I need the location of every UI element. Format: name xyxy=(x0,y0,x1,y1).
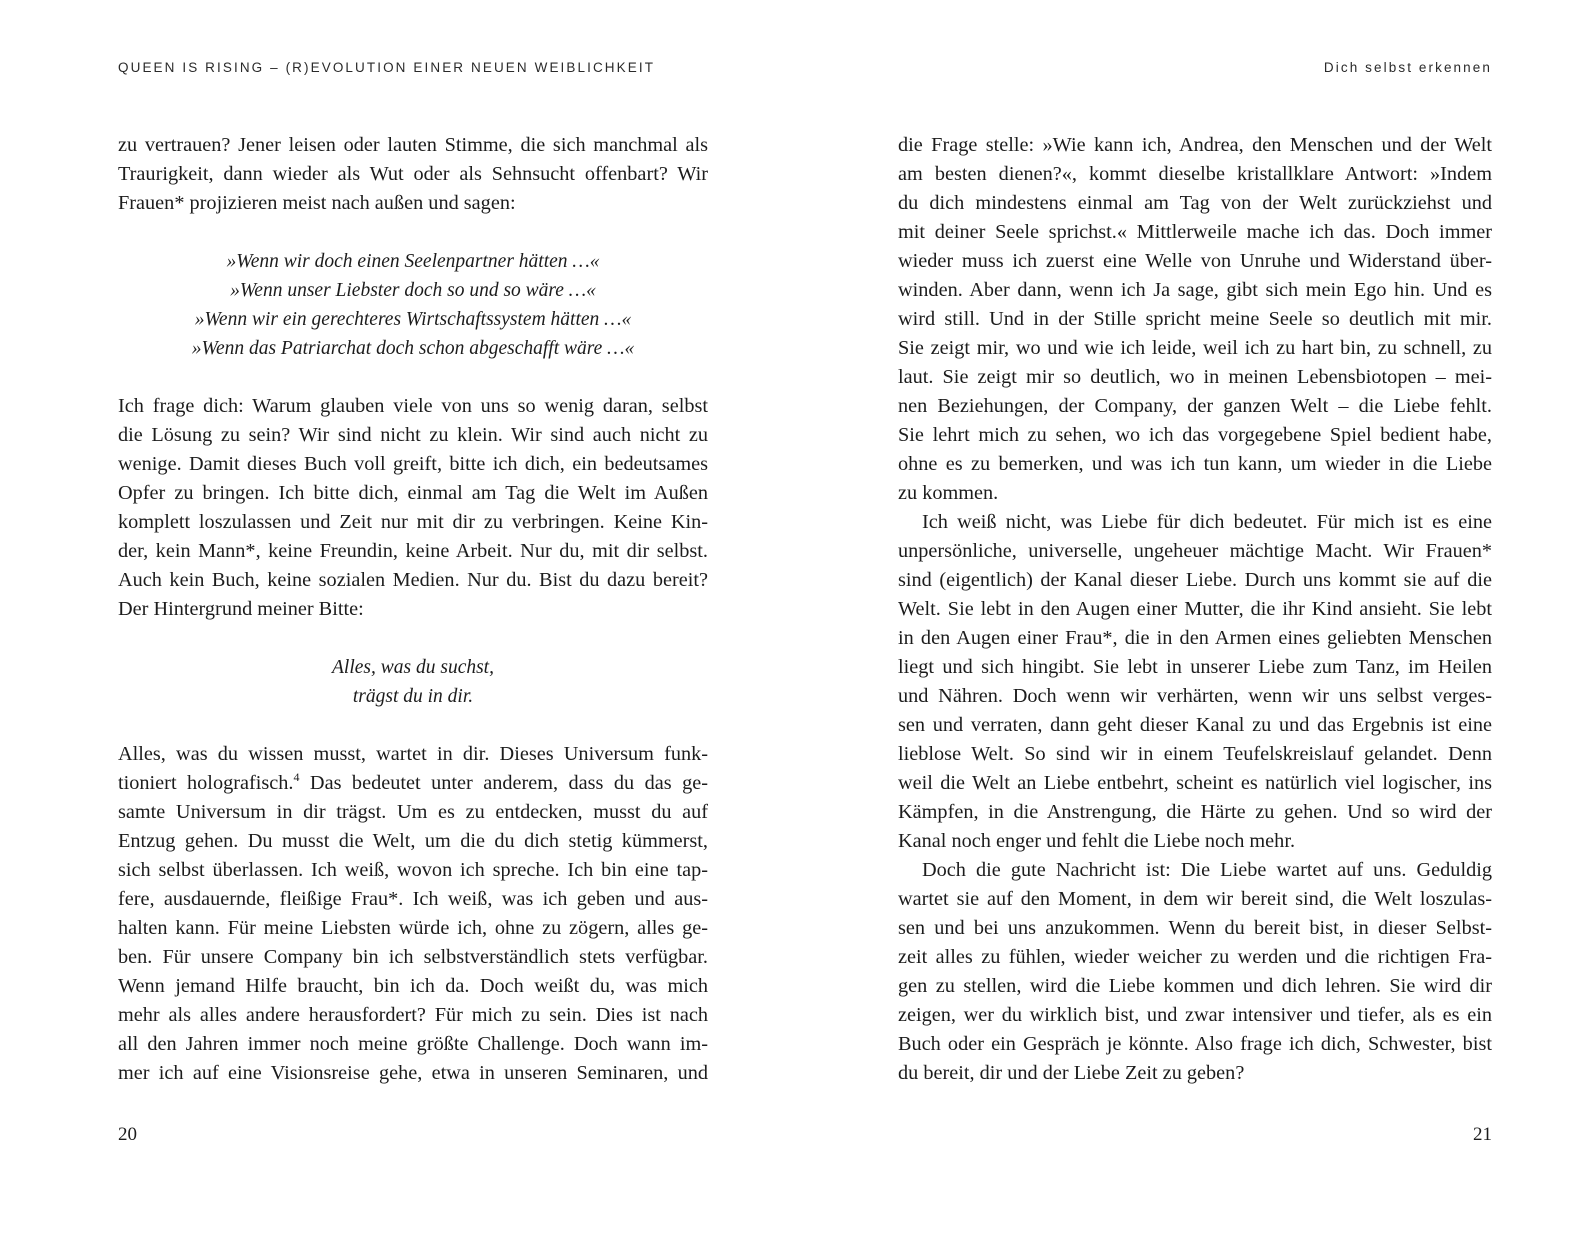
text-line: sen und verraten, dann geht dieser Kanal zu und das Ergebnis ist eine xyxy=(898,714,1492,736)
left-paragraph-1 xyxy=(118,131,708,218)
text-line: Kämpfen, in die Anstrengung, die Härte zu gehen. Und so wird der xyxy=(898,801,1492,823)
right-page-number: 21 xyxy=(1473,1124,1492,1145)
text-line: Buch oder ein Gespräch je könnte. Also frage ich dich, Schwester, bist xyxy=(898,1033,1492,1055)
text-fragment: Das bedeutet unter anderem, dass du das ge- xyxy=(299,772,709,794)
right-running-head: Dich selbst erkennen xyxy=(1323,60,1492,75)
left-quote-block-1 xyxy=(118,247,708,363)
text-line: in den Augen einer Frau*, die in den Armen eines geliebten Menschen xyxy=(898,627,1492,649)
text-line: die Frage stelle: »Wie kann ich, Andrea, den Menschen und der Welt xyxy=(898,134,1492,156)
text-line: Doch die gute Nachricht ist: Die Liebe wartet auf uns. Geduldig xyxy=(922,859,1492,881)
text-line: Entzug gehen. Du musst die Welt, um die du dich stetig kümmerst, xyxy=(118,830,708,852)
text-line: komplett loszulassen und Zeit nur mit dir zu verbringen. Keine Kin- xyxy=(118,511,708,533)
quote-line: »Wenn unser Liebster doch so und so wäre …« xyxy=(230,280,596,301)
text-line: Ich frage dich: Warum glauben viele von uns so wenig daran, selbst xyxy=(118,395,708,417)
text-line: Welt. Sie lebt in den Augen einer Mutter, die ihr Kind ansieht. Sie lebt xyxy=(898,598,1492,620)
text-line: Sie zeigt mir, wo und wie ich leide, weil ich zu hart bin, zu schnell, zu xyxy=(898,337,1492,359)
text-line: Kanal noch enger und fehlt die Liebe noch mehr. xyxy=(898,830,1296,852)
left-quote-block-2 xyxy=(118,653,708,711)
text-line-with-footnote xyxy=(118,769,708,798)
text-line: mer ich auf eine Visionsreise gehe, etwa in unseren Seminaren, und xyxy=(118,1062,708,1084)
text-line: unpersönliche, universelle, ungeheuer mächtige Macht. Wir Frauen* xyxy=(898,540,1492,562)
text-line: winden. Aber dann, wenn ich Ja sage, gibt sich mein Ego hin. Und es xyxy=(898,279,1492,301)
text-line: Alles, was du wissen musst, wartet in dir. Dieses Universum funk- xyxy=(118,743,708,765)
text-line: zu vertrauen? Jener leisen oder lauten Stimme, die sich manchmal als xyxy=(118,134,708,156)
text-line: sich selbst überlassen. Ich weiß, wovon ich spreche. Ich bin eine tap- xyxy=(118,859,708,881)
text-line: Der Hintergrund meiner Bitte: xyxy=(118,598,364,620)
right-paragraph-3 xyxy=(898,856,1492,1088)
text-line: Traurigkeit, dann wieder als Wut oder als Sehnsucht offenbart? Wir xyxy=(118,163,708,185)
text-line: wird still. Und in der Stille spricht meine Seele so deutlich mit mir. xyxy=(898,308,1492,330)
text-line: zeit alles zu fühlen, wieder weicher zu werden und die richtigen Fra- xyxy=(898,946,1492,968)
left-paragraph-3 xyxy=(118,740,708,1088)
text-line: wieder muss ich zuerst eine Welle von Unruhe und Widerstand über- xyxy=(898,250,1492,272)
left-paragraph-2 xyxy=(118,392,708,624)
text-line: gen zu stellen, wird die Liebe kommen und dich lehren. Sie wird dir xyxy=(898,975,1492,997)
quote-line: »Wenn wir doch einen Seelenpartner hätten …« xyxy=(226,251,600,272)
text-line: weil die Welt an Liebe entbehrt, scheint es natürlich viel logischer, ins xyxy=(898,772,1492,794)
text-line: Frauen* projizieren meist nach außen und sagen: xyxy=(118,192,516,214)
right-text-block xyxy=(898,131,1492,1088)
text-line: Ich weiß nicht, was Liebe für dich bedeutet. Für mich ist es eine xyxy=(922,511,1492,533)
text-line: sen und bei uns anzukommen. Wenn du bereit bist, in dieser Selbst- xyxy=(898,917,1492,939)
text-line: Wenn jemand Hilfe braucht, bin ich da. Doch weißt du, was mich xyxy=(118,975,708,997)
text-line: zu kommen. xyxy=(898,482,999,504)
text-line: lieblose Welt. So sind wir in einem Teufelskreislauf gelandet. Denn xyxy=(898,743,1492,765)
text-line: ben. Für unsere Company bin ich selbstverständlich stets verfügbar. xyxy=(118,946,708,968)
text-line: laut. Sie zeigt mir so deutlich, wo in meinen Lebensbiotopen – mei- xyxy=(898,366,1492,388)
text-line: all den Jahren immer noch meine größte Challenge. Doch wann im- xyxy=(118,1033,708,1055)
text-line: liegt und sich hingibt. Sie lebt in unserer Liebe zum Tanz, im Heilen xyxy=(898,656,1492,678)
text-line: am besten dienen?«, kommt dieselbe kristallklare Antwort: »Indem xyxy=(898,163,1492,185)
left-text-block xyxy=(118,131,708,1088)
text-line: Sie lehrt mich zu sehen, wo ich das vorgegebene Spiel bedient habe, xyxy=(898,424,1492,446)
text-line: nen Beziehungen, der Company, der ganzen Welt – die Liebe fehlt. xyxy=(898,395,1492,417)
text-line: mehr als alles andere herausfordert? Für mich zu sein. Dies ist nach xyxy=(118,1004,708,1026)
text-line: mit deiner Seele sprichst.« Mittlerweile mache ich das. Doch immer xyxy=(898,221,1492,243)
text-line: wenige. Damit dieses Buch voll greift, bitte ich dich, ein bedeutsames xyxy=(118,453,708,475)
text-line: sind (eigentlich) der Kanal dieser Liebe. Durch uns kommt sie auf die xyxy=(898,569,1492,591)
right-paragraph-2 xyxy=(898,508,1492,856)
footnote-marker[interactable]: 4 xyxy=(293,770,300,785)
text-line: samte Universum in dir trägst. Um es zu entdecken, musst du auf xyxy=(118,801,708,823)
quote-line: »Wenn das Patriarchat doch schon abgeschafft wäre …« xyxy=(191,338,635,359)
text-line: ohne es zu bemerken, und was ich tun kann, um wieder in die Liebe xyxy=(898,453,1492,475)
text-fragment: tioniert holografisch. xyxy=(118,772,294,794)
text-line: du bereit, dir und der Liebe Zeit zu geben? xyxy=(898,1062,1245,1084)
text-line: der, kein Mann*, keine Freundin, keine Arbeit. Nur du, mit dir selbst. xyxy=(118,540,708,562)
text-line: und Nähren. Doch wenn wir verhärten, wenn wir uns selbst verges- xyxy=(898,685,1492,707)
quote-line: Alles, was du suchst, xyxy=(332,657,494,678)
text-line: Opfer zu bringen. Ich bitte dich, einmal am Tag die Welt im Außen xyxy=(118,482,708,504)
text-line: zeigen, wer du wirklich bist, und zwar intensiver und tiefer, als es ein xyxy=(898,1004,1492,1026)
right-paragraph-1 xyxy=(898,131,1492,508)
text-line: die Lösung zu sein? Wir sind nicht zu klein. Wir sind auch nicht zu xyxy=(118,424,708,446)
text-line: du dich mindestens einmal am Tag von der Welt zurückziehst und xyxy=(898,192,1492,214)
left-page-number: 20 xyxy=(118,1124,137,1145)
quote-line: »Wenn wir ein gerechteres Wirtschaftssystem hätten …« xyxy=(194,309,632,330)
quote-line: trägst du in dir. xyxy=(352,686,474,707)
text-line: wartet sie auf den Moment, in dem wir bereit sind, die Welt loszulas- xyxy=(898,888,1492,910)
text-line: halten kann. Für meine Liebsten würde ich, ohne zu zögern, alles ge- xyxy=(118,917,708,939)
text-line: fere, ausdauernde, fleißige Frau*. Ich weiß, was ich geben und aus- xyxy=(118,888,708,910)
right-page xyxy=(898,0,1492,1240)
left-running-head: QUEEN IS RISING – (R)EVOLUTION EINER NEUEN WEIBLICHKEIT xyxy=(118,60,656,75)
left-page xyxy=(118,0,708,1240)
text-line: Auch kein Buch, keine sozialen Medien. Nur du. Bist du dazu bereit? xyxy=(118,569,708,591)
